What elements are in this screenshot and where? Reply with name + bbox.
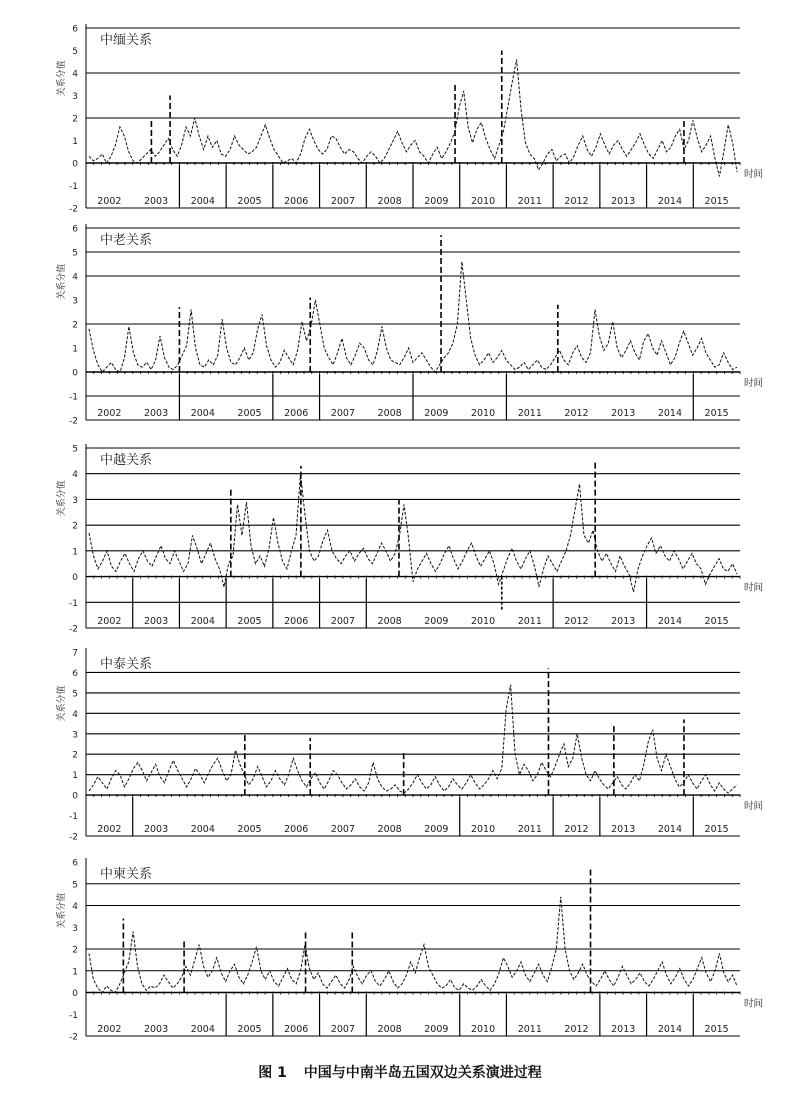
x-tick-label: 2002 [97, 616, 122, 627]
x-tick-label: 2010 [470, 616, 496, 627]
x-tick-label: 2013 [611, 1024, 636, 1035]
y-tick-label: 2 [72, 945, 78, 956]
x-tick-label: 2003 [143, 824, 169, 835]
x-tick-label: 2015 [704, 196, 729, 207]
y-tick-label: -2 [69, 624, 78, 635]
y-tick-label: 1 [72, 967, 78, 978]
x-tick-label: 2009 [424, 616, 449, 627]
y-tick-label: -1 [69, 392, 78, 403]
series-line [89, 897, 737, 993]
chart-panel [55, 858, 763, 1043]
panel-title: 中越关系 [100, 453, 153, 468]
series-line [89, 262, 737, 372]
x-tick-label: 2004 [190, 1024, 215, 1035]
x-tick-label: 2011 [517, 408, 542, 419]
y-tick-label: 6 [72, 24, 78, 35]
x-tick-label: 2007 [330, 616, 356, 627]
figure-caption [0, 1062, 800, 1082]
x-tick-label: 2015 [704, 824, 729, 835]
y-axis-label: 关系分值 [57, 892, 67, 929]
x-tick-label: 2010 [470, 1024, 496, 1035]
x-tick-label: 2014 [657, 1024, 683, 1035]
y-tick-label: 6 [72, 668, 78, 679]
x-tick-label: 2014 [657, 196, 683, 207]
x-tick-label: 2014 [657, 408, 683, 419]
y-tick-label: -2 [69, 204, 78, 215]
y-tick-label: 4 [72, 272, 78, 283]
x-tick-label: 2006 [284, 1024, 309, 1035]
x-tick-label: 2015 [704, 1024, 729, 1035]
x-tick-label: 2009 [424, 408, 449, 419]
y-tick-label: 4 [72, 69, 78, 80]
y-tick-label: 2 [72, 114, 78, 125]
x-tick-label: 2006 [284, 408, 309, 419]
panel-title: 中缅关系 [100, 33, 153, 48]
y-axis-label: 关系分值 [57, 263, 67, 300]
x-tick-label: 2006 [284, 824, 309, 835]
x-tick-label: 2003 [143, 408, 169, 419]
y-tick-label: -1 [69, 1010, 78, 1021]
y-axis-label: 关系分值 [57, 685, 67, 722]
caption-text: 中国与中南半岛五国双边关系演进过程 [303, 1065, 542, 1081]
x-tick-label: 2010 [470, 824, 496, 835]
x-axis-label: 时间 [744, 998, 764, 1010]
x-tick-label: 2005 [237, 824, 262, 835]
x-tick-label: 2012 [564, 824, 589, 835]
y-tick-label: 0 [72, 791, 78, 802]
y-tick-label: 0 [72, 159, 78, 170]
y-tick-label: 1 [72, 547, 78, 558]
x-axis-label: 时间 [744, 378, 764, 389]
x-tick-label: 2015 [704, 408, 729, 419]
x-tick-label: 2013 [611, 196, 636, 207]
y-tick-label: 4 [72, 902, 78, 912]
panel-title: 中老关系 [100, 233, 153, 248]
x-tick-label: 2007 [330, 408, 356, 419]
y-tick-label: 7 [72, 648, 78, 659]
y-tick-label: 5 [72, 248, 78, 259]
x-tick-label: 2006 [284, 196, 309, 207]
x-tick-label: 2004 [190, 616, 215, 627]
x-tick-label: 2002 [97, 196, 122, 207]
x-tick-label: 2002 [97, 1024, 122, 1035]
y-tick-label: 4 [72, 709, 78, 720]
y-tick-label: -1 [69, 182, 78, 192]
chart-panel [55, 24, 763, 215]
y-tick-label: 0 [72, 573, 78, 584]
x-tick-label: 2011 [517, 196, 542, 207]
panel-title: 中柬关系 [100, 867, 153, 882]
x-tick-label: 2002 [97, 408, 122, 419]
panel-title: 中泰关系 [100, 657, 153, 672]
y-tick-label: 1 [72, 771, 78, 782]
y-tick-label: 3 [72, 923, 78, 934]
y-tick-label: 1 [72, 344, 78, 355]
y-tick-label: 6 [72, 224, 78, 235]
y-tick-label: 5 [72, 444, 78, 455]
x-tick-label: 2012 [564, 408, 589, 419]
x-tick-label: 2007 [330, 196, 356, 207]
y-tick-label: 4 [72, 470, 78, 481]
x-tick-label: 2012 [564, 616, 589, 627]
x-tick-label: 2005 [237, 616, 262, 627]
chart-panel [55, 648, 763, 843]
x-tick-label: 2011 [517, 616, 542, 627]
x-axis-label: 时间 [744, 582, 764, 594]
y-tick-label: -2 [69, 416, 78, 427]
y-tick-label: 2 [72, 320, 78, 331]
y-tick-label: 5 [72, 47, 78, 57]
x-tick-label: 2009 [424, 1024, 449, 1035]
x-tick-label: 2008 [377, 616, 402, 627]
x-tick-label: 2005 [237, 196, 262, 207]
y-tick-label: 3 [72, 92, 78, 102]
x-tick-label: 2008 [377, 1024, 402, 1035]
chart-panel [55, 444, 763, 635]
x-tick-label: 2013 [611, 616, 636, 627]
x-tick-label: 2005 [237, 1024, 262, 1035]
y-tick-label: 1 [72, 137, 78, 147]
caption-label: 图 1 [258, 1065, 287, 1081]
x-tick-label: 2006 [284, 616, 309, 627]
y-tick-label: 6 [72, 858, 78, 869]
series-line [89, 474, 737, 592]
y-axis-label: 关系分值 [57, 480, 67, 517]
x-tick-label: 2002 [97, 824, 122, 835]
x-tick-label: 2004 [190, 824, 215, 835]
x-tick-label: 2008 [377, 824, 402, 835]
y-tick-label: -1 [69, 598, 78, 609]
x-tick-label: 2003 [143, 1024, 169, 1035]
x-tick-label: 2011 [517, 1024, 542, 1035]
y-tick-label: -2 [69, 1032, 78, 1043]
chart-panel [55, 224, 763, 427]
y-tick-label: 2 [72, 750, 78, 761]
y-tick-label: 0 [72, 368, 78, 379]
x-tick-label: 2014 [657, 616, 683, 627]
x-tick-label: 2008 [377, 196, 402, 207]
x-tick-label: 2004 [190, 408, 215, 419]
x-tick-label: 2015 [704, 616, 729, 627]
x-tick-label: 2007 [330, 824, 356, 835]
x-tick-label: 2005 [237, 408, 262, 419]
y-tick-label: -2 [69, 832, 78, 843]
x-tick-label: 2014 [657, 824, 683, 835]
x-tick-label: 2010 [470, 196, 496, 207]
series-line [89, 685, 737, 793]
x-tick-label: 2003 [143, 616, 169, 627]
x-axis-label: 时间 [744, 801, 764, 813]
y-tick-label: 3 [72, 495, 78, 506]
x-tick-label: 2012 [564, 1024, 589, 1035]
y-tick-label: 0 [72, 989, 78, 999]
x-tick-label: 2003 [143, 196, 169, 207]
x-tick-label: 2012 [564, 196, 589, 207]
x-tick-label: 2004 [190, 196, 215, 207]
y-tick-label: 5 [72, 689, 78, 700]
x-tick-label: 2009 [424, 196, 449, 207]
x-tick-label: 2013 [611, 824, 636, 835]
x-tick-label: 2013 [611, 408, 636, 419]
y-tick-label: 3 [72, 730, 78, 741]
y-tick-label: 3 [72, 296, 78, 307]
x-tick-label: 2009 [424, 824, 449, 835]
x-tick-label: 2011 [517, 824, 542, 835]
y-tick-label: -1 [69, 812, 78, 823]
y-tick-label: 5 [72, 880, 78, 891]
x-tick-label: 2010 [470, 408, 496, 419]
y-axis-label: 关系分值 [57, 60, 67, 97]
x-tick-label: 2008 [377, 408, 402, 419]
y-tick-label: 2 [72, 521, 78, 532]
x-axis-label: 时间 [744, 169, 764, 180]
x-tick-label: 2007 [330, 1024, 356, 1035]
